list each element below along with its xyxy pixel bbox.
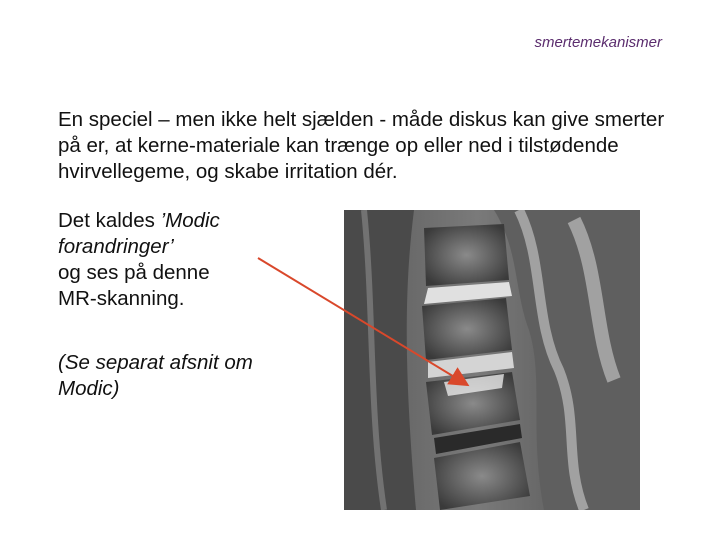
mri-image xyxy=(344,210,640,510)
modic-description xyxy=(58,208,308,312)
modic-line-2 xyxy=(58,234,308,260)
section-label: smertemekanismer xyxy=(534,34,662,51)
mri-scan-graphic xyxy=(344,210,640,510)
modic-note xyxy=(58,350,318,402)
note-line-1: (Se separat afsnit om xyxy=(58,351,253,374)
modic-line-4: MR-skanning. xyxy=(58,287,185,310)
modic-prefix: Det kaldes xyxy=(58,209,161,232)
modic-line-1 xyxy=(58,208,308,234)
modic-term-2: forandringer’ xyxy=(58,235,174,258)
intro-paragraph: En speciel – men ikke helt sjælden - måde diskus kan give smerter på er, at kerne-materiale kan trænge op eller ned i tilstødende hvirvellegeme, og skabe irritation dér. xyxy=(58,108,665,183)
modic-term-1: ’Modic xyxy=(160,209,220,232)
note-line-2: Modic) xyxy=(58,377,120,400)
modic-line-3: og ses på denne xyxy=(58,261,210,284)
